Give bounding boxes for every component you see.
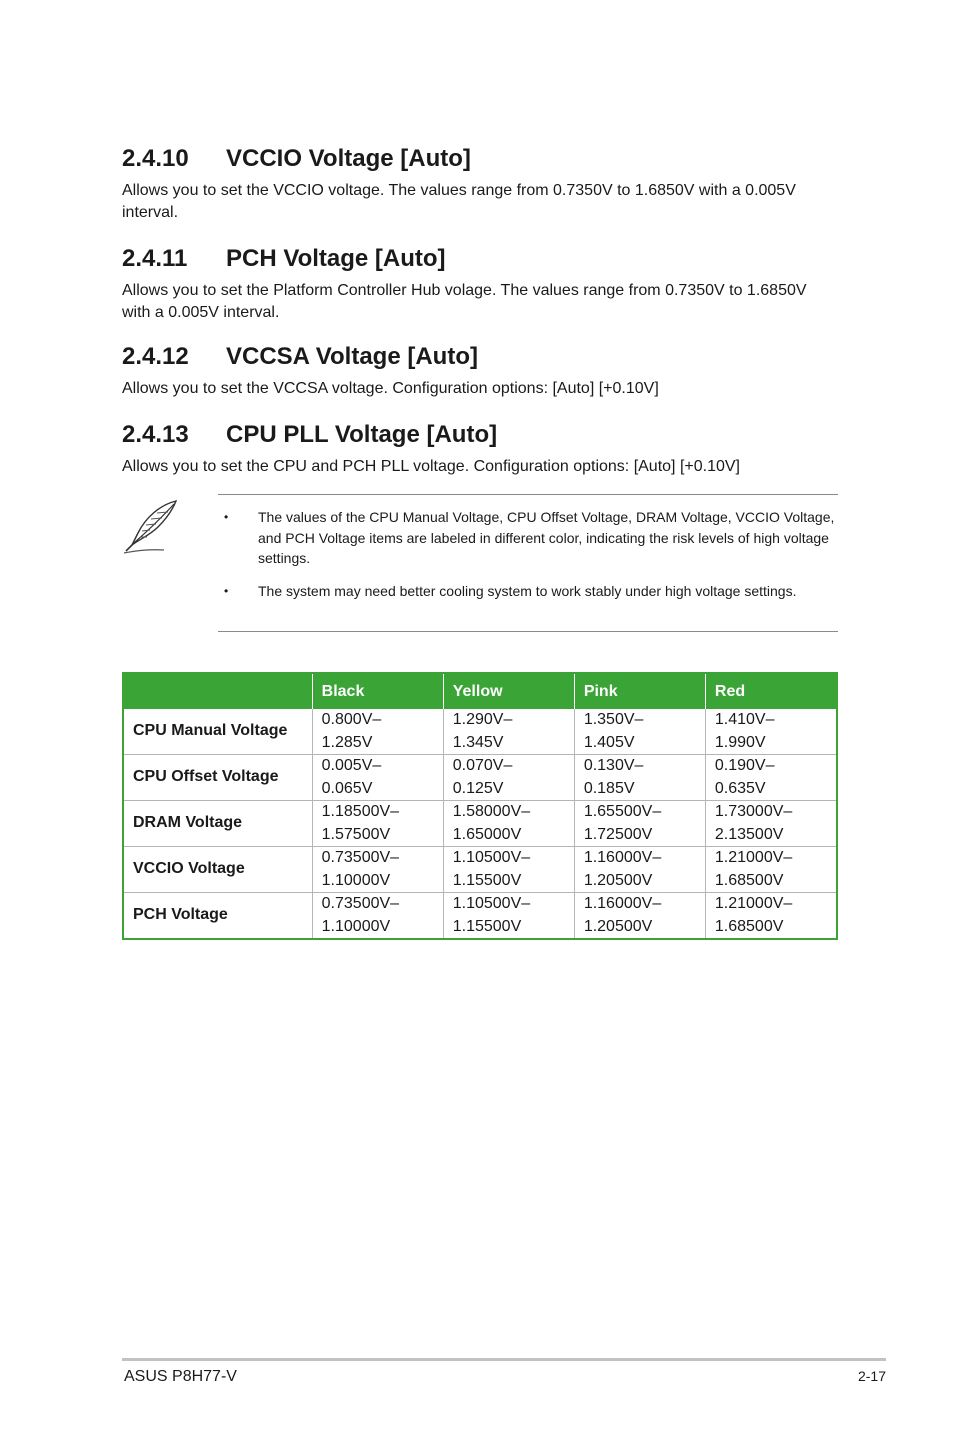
range-start: 0.190V–	[714, 757, 775, 774]
range-start: 0.73500V–	[321, 895, 400, 912]
section-title: PCH Voltage [Auto]	[226, 245, 446, 272]
row-label: CPU Offset Voltage	[123, 755, 312, 801]
section-cpu-pll-voltage	[122, 420, 838, 478]
note-text: The values of the CPU Manual Voltage, CPU Offset Voltage, DRAM Voltage, VCCIO Voltage, and PCH Voltage items are labeled in different color, indicating the risk levels of high voltage settings.	[258, 509, 835, 566]
range-start: 1.290V–	[452, 711, 513, 728]
bullet-icon: •	[224, 584, 229, 598]
range-start: 1.21000V–	[714, 849, 793, 866]
range-start: 1.65500V–	[583, 803, 662, 820]
table-cell	[312, 893, 443, 940]
table-row	[123, 893, 837, 940]
section-title: CPU PLL Voltage [Auto]	[226, 421, 498, 448]
table-header-cell	[123, 673, 312, 709]
table-cell	[443, 755, 574, 801]
range-end: 0.125V	[452, 779, 504, 797]
table-cell	[443, 801, 574, 847]
table-cell	[705, 755, 837, 801]
table-cell	[705, 893, 837, 940]
section-vccsa-voltage	[122, 342, 838, 400]
table-header-cell: Black	[312, 673, 443, 709]
range-end: 1.285V	[321, 733, 373, 751]
footer-page-number: 2-17	[857, 1368, 886, 1384]
table-cell	[574, 847, 705, 893]
range-end: 1.68500V	[714, 871, 784, 889]
range-end: 1.15500V	[452, 871, 522, 889]
range-start: 1.10500V–	[452, 895, 531, 912]
range-start: 1.10500V–	[452, 849, 531, 866]
note-box	[218, 494, 838, 632]
table-row	[123, 801, 837, 847]
table-cell	[443, 709, 574, 755]
table-header-row	[123, 673, 837, 709]
table-cell	[312, 755, 443, 801]
range-start: 1.410V–	[714, 711, 775, 728]
range-start: 0.73500V–	[321, 849, 400, 866]
table-row	[123, 847, 837, 893]
range-start: 1.21000V–	[714, 895, 793, 912]
range-end: 1.72500V	[583, 825, 653, 843]
table-cell	[705, 709, 837, 755]
range-start: 1.16000V–	[583, 895, 662, 912]
section-heading	[122, 144, 838, 174]
range-end: 0.185V	[583, 779, 635, 797]
range-start: 1.58000V–	[452, 803, 531, 820]
row-label: VCCIO Voltage	[123, 847, 312, 893]
table-cell	[312, 847, 443, 893]
range-start: 1.350V–	[583, 711, 644, 728]
table-header-cell: Yellow	[443, 673, 574, 709]
table-cell	[574, 893, 705, 940]
range-start: 1.18500V–	[321, 803, 400, 820]
footer-product-name: ASUS P8H77-V	[124, 1368, 237, 1385]
range-end: 1.990V	[714, 733, 766, 751]
range-end: 1.20500V	[583, 871, 653, 889]
table-cell	[574, 755, 705, 801]
section-body: Allows you to set the VCCSA voltage. Configuration options: [Auto] [+0.10V]	[122, 380, 659, 397]
range-end: 0.065V	[321, 779, 373, 797]
section-heading	[122, 420, 838, 450]
range-end: 1.57500V	[321, 825, 391, 843]
range-end: 1.345V	[452, 733, 504, 751]
section-heading	[122, 244, 838, 274]
bullet-icon: •	[224, 510, 229, 524]
section-pch-voltage	[122, 244, 838, 324]
range-start: 0.130V–	[583, 757, 644, 774]
range-end: 1.65000V	[452, 825, 522, 843]
section-body: Allows you to set the CPU and PCH PLL voltage. Configuration options: [Auto] [+0.10V]	[122, 458, 740, 475]
feather-pen-icon	[120, 497, 182, 557]
range-end: 2.13500V	[714, 825, 784, 843]
table-row	[123, 709, 837, 755]
range-start: 0.800V–	[321, 711, 382, 728]
table-cell	[574, 801, 705, 847]
range-end: 1.405V	[583, 733, 635, 751]
section-vccio-voltage	[122, 144, 838, 224]
range-start: 1.16000V–	[583, 849, 662, 866]
section-number: 2.4.13	[122, 421, 189, 448]
section-body: Allows you to set the Platform Controller Hub volage. The values range from 0.7350V to 1.6850V with a 0.005V interval.	[122, 282, 807, 321]
range-end: 1.10000V	[321, 871, 391, 889]
table-cell	[705, 801, 837, 847]
table-cell	[443, 893, 574, 940]
table-row	[123, 755, 837, 801]
section-title: VCCSA Voltage [Auto]	[226, 343, 478, 370]
range-end: 0.635V	[714, 779, 766, 797]
range-end: 1.68500V	[714, 917, 784, 935]
table-cell	[312, 709, 443, 755]
range-start: 0.005V–	[321, 757, 382, 774]
note-text: The system may need better cooling system to work stably under high voltage settings.	[258, 583, 797, 599]
table-header-cell: Pink	[574, 673, 705, 709]
section-number: 2.4.12	[122, 343, 189, 370]
range-end: 1.20500V	[583, 917, 653, 935]
table-cell	[312, 801, 443, 847]
section-body: Allows you to set the VCCIO voltage. The values range from 0.7350V to 1.6850V with a 0.005V interval.	[122, 182, 796, 221]
table-cell	[574, 709, 705, 755]
range-start: 0.070V–	[452, 757, 513, 774]
voltage-color-table	[122, 672, 838, 940]
row-label: PCH Voltage	[123, 893, 312, 940]
range-end: 1.15500V	[452, 917, 522, 935]
row-label: DRAM Voltage	[123, 801, 312, 847]
section-number: 2.4.10	[122, 145, 189, 172]
range-start: 1.73000V–	[714, 803, 793, 820]
range-end: 1.10000V	[321, 917, 391, 935]
table-cell	[705, 847, 837, 893]
section-number: 2.4.11	[122, 245, 188, 272]
row-label: CPU Manual Voltage	[133, 722, 288, 740]
section-heading	[122, 342, 838, 372]
table-header-cell: Red	[705, 673, 837, 709]
section-title: VCCIO Voltage [Auto]	[226, 145, 471, 172]
footer-divider	[122, 1358, 886, 1361]
table-cell	[443, 847, 574, 893]
